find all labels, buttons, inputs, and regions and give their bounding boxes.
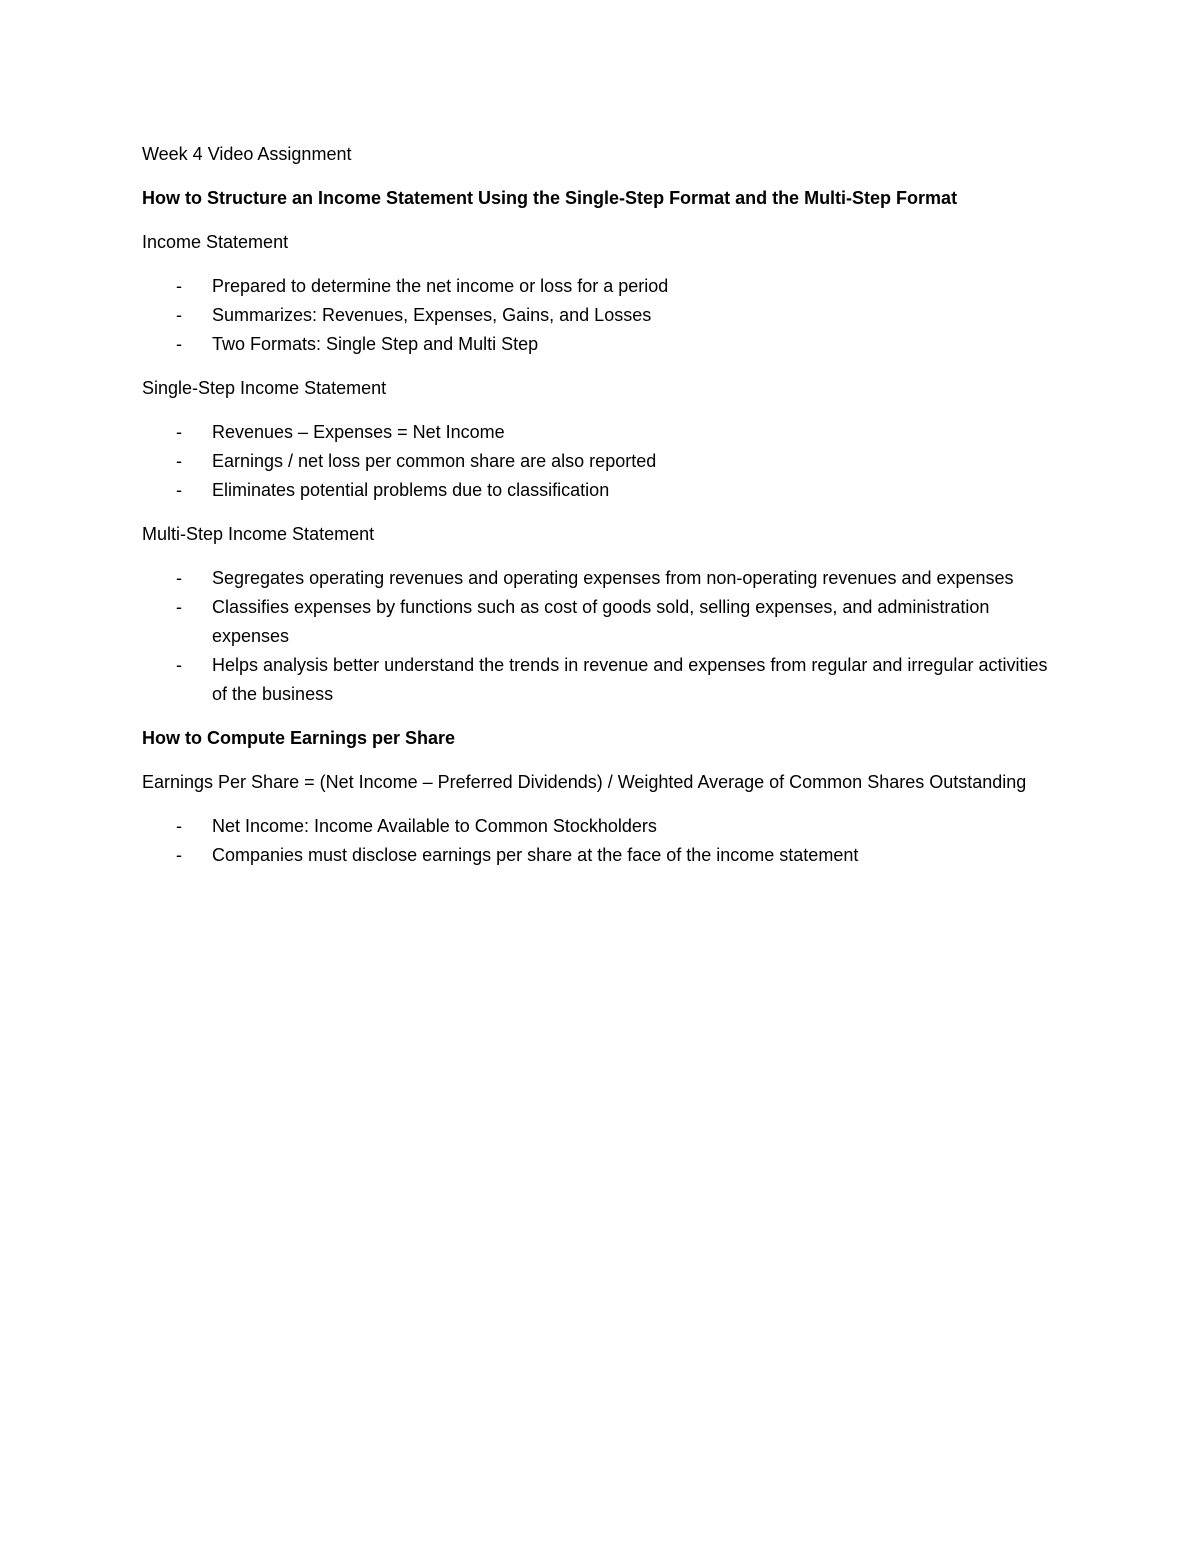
section-heading-structure: How to Structure an Income Statement Using the Single-Step Format and the Multi-Step Format (142, 188, 958, 208)
list-item (142, 301, 1062, 330)
list-item (142, 812, 1062, 841)
list-item-text: Classifies expenses by functions such as cost of goods sold, selling expenses, and administration expenses (212, 597, 990, 646)
eps-list (142, 812, 1062, 870)
eps-formula: Earnings Per Share = (Net Income – Preferred Dividends) / Weighted Average of Common Shares Outstanding (142, 772, 1027, 792)
list-item-text: Segregates operating revenues and operating expenses from non-operating revenues and expenses (212, 568, 1014, 588)
section-heading-eps: How to Compute Earnings per Share (142, 728, 456, 748)
bullet-dash: - (176, 655, 182, 675)
list-item-text: Net Income: Income Available to Common Stockholders (212, 816, 657, 836)
list-item (142, 564, 1062, 593)
document-page (142, 140, 1062, 885)
multi-step-label: Multi-Step Income Statement (142, 524, 375, 544)
list-item (142, 272, 1062, 301)
bullet-dash: - (176, 422, 182, 442)
list-item-text: Helps analysis better understand the trends in revenue and expenses from regular and irregular activities of the business (212, 655, 1048, 704)
bullet-dash: - (176, 845, 182, 865)
list-item (142, 841, 1062, 870)
list-item-text: Summarizes: Revenues, Expenses, Gains, and Losses (212, 305, 652, 325)
single-step-label: Single-Step Income Statement (142, 378, 387, 398)
list-item (142, 418, 1062, 447)
bullet-dash: - (176, 334, 182, 354)
multi-step-list (142, 564, 1062, 709)
list-item (142, 330, 1062, 359)
list-item (142, 476, 1062, 505)
document-title: Week 4 Video Assignment (142, 144, 352, 164)
income-statement-list (142, 272, 1062, 359)
bullet-dash: - (176, 451, 182, 471)
single-step-list (142, 418, 1062, 505)
list-item (142, 593, 1062, 651)
bullet-dash: - (176, 480, 182, 500)
list-item-text: Earnings / net loss per common share are also reported (212, 451, 657, 471)
list-item-text: Revenues – Expenses = Net Income (212, 422, 505, 442)
list-item (142, 447, 1062, 476)
list-item-text: Eliminates potential problems due to classification (212, 480, 610, 500)
bullet-dash: - (176, 816, 182, 836)
bullet-dash: - (176, 568, 182, 588)
list-item-text: Prepared to determine the net income or loss for a period (212, 276, 669, 296)
list-item-text: Two Formats: Single Step and Multi Step (212, 334, 539, 354)
list-item (142, 651, 1062, 709)
bullet-dash: - (176, 597, 182, 617)
bullet-dash: - (176, 305, 182, 325)
list-item-text: Companies must disclose earnings per share at the face of the income statement (212, 845, 859, 865)
income-statement-label: Income Statement (142, 232, 289, 252)
bullet-dash: - (176, 276, 182, 296)
